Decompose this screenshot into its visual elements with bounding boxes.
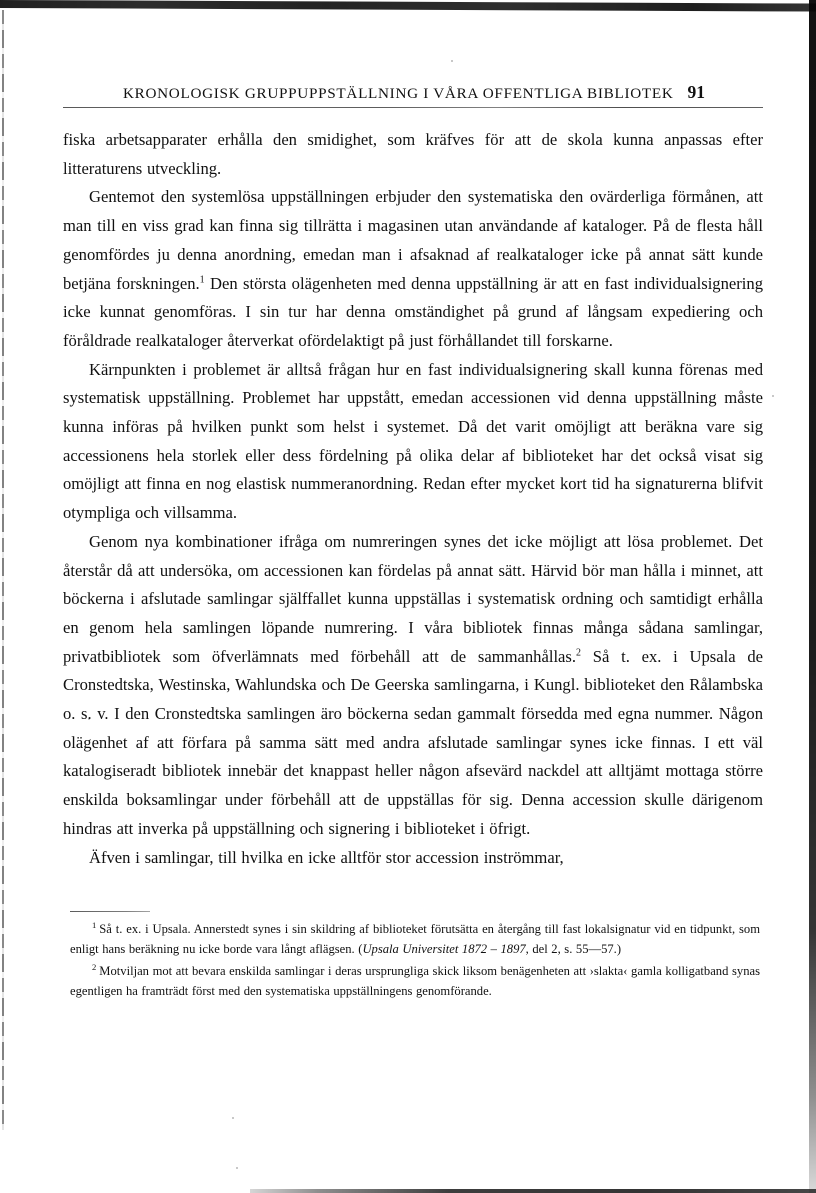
scan-speck (772, 395, 774, 397)
paragraph-text: fiska arbetsapparater erhålla den smidighet, som kräfves för att de skola kunna anpassas efter litteraturens utveckling. (63, 130, 763, 178)
footnotes-block (70, 920, 760, 1004)
body-paragraph (63, 126, 763, 183)
paragraph-text: Äfven i samlingar, till hvilka en icke alltför stor accession inströmmar, (89, 847, 564, 867)
body-paragraph (63, 183, 763, 355)
footnote (70, 962, 760, 1001)
footnote-text: Så t. ex. i Upsala. Annerstedt synes i sin skildring af biblioteket förutsätta en återgång till fast lokalsignatur vid en tidpunkt, som enligt hans beräkning nu icke borde vara långt aflägsen. ( (70, 922, 760, 956)
running-head (63, 82, 765, 103)
footnote-text: Motviljan mot att bevara enskilda samlingar i deras ursprungliga skick liksom benägenheten att ›slakta‹ gamla kolligatband synas egentligen ha framträdt först med den systematiska uppställningens genomförande. (70, 964, 760, 998)
scan-artifact-top-band (0, 0, 816, 12)
footnote-number: 1 (92, 919, 97, 930)
header-rule (63, 107, 763, 108)
paragraph-text: Gentemot den systemlösa uppställningen erbjuder den systematiska den ovärderliga förmånen, att man till en viss grad kan finna sig tillrätta i magasinen utan användande af kataloger. På de flesta håll genomfördes ju denna anordning, emedan man i afsaknad af realkataloger icke på annat sätt kunde betjäna forskningen. (63, 187, 763, 293)
body-paragraph (63, 844, 763, 873)
footnote-separator-rule (70, 911, 150, 912)
page-number: 91 (687, 82, 706, 102)
running-head-title: KRONOLOGISK GRUPPUPPSTÄLLNING I VÅRA OFFENTLIGA BIBLIOTEK (122, 85, 674, 102)
scan-speck (451, 60, 453, 62)
paragraph-text: Så t. ex. i Upsala de Cronstedtska, Westinska, Wahlundska och De Geerska samlingarna, i Kungl. biblioteket den Rålambska o. s. v. I den Cronstedtska samlingen äro böckerna sedan gammalt försedda med egna nummer. Någon olägenhet af att förfara på samma sätt med andra afslutade samlingar synes icke finnas. I ett väl katalogiseradt bibliotek innebär det knappast heller någon afsevärd nackdel att alltjämt mottaga större enskilda boksamlingar under förbehåll att de uppställas för sig. Denna accession skulle därigenom hindras att inverka på uppställning och signering i biblioteket i öfrigt. (63, 646, 763, 838)
footnote-text: , del 2, s. 55—57.) (525, 941, 622, 956)
paragraph-text: Den största olägenheten med denna uppställning är att en fast individualsignering icke kunnat genomföras. I sin tur har denna omständighet på grund af långsam expediering och föråldrade realkataloger återverkat ofördelaktigt på just förhållandet till forskarne. (63, 273, 763, 350)
paragraph-text: Kärnpunkten i problemet är alltså frågan hur en fast individualsignering skall kunna förenas med systematisk uppställning. Problemet har uppstått, emedan accessionen vid denna uppställning måste kunna införas på hvilken punkt som helst i systemet. Då det varit omöjligt att beräkna vare sig accessionens hela storlek eller dess fördelning på olika delar af biblioteket har det också visat sig omöjligt att finna en nog elastisk nummeranordning. Redan efter mycket kort tid ha signaturerna blifvit otympliga och villsamma. (63, 359, 763, 523)
footnote-reference-marker[interactable]: 1 (199, 273, 205, 285)
scan-artifact-left-edge (2, 10, 4, 1130)
scan-artifact-bottom-band (250, 1189, 816, 1193)
body-paragraph (63, 356, 763, 528)
footnote-number: 2 (92, 962, 97, 972)
footnote (70, 920, 760, 959)
scan-artifact-right-edge (809, 0, 816, 1193)
paragraph-text: Genom nya kombinationer ifråga om numreringen synes det icke möjligt att lösa problemet. Det återstår då att undersöka, om accessionen kan fördelas på annat sätt. Härvid bör man hålla i minnet, att böckerna i afslutade samlingar själffallet kunna uppställas i systematisk ordning och samtidigt erhålla en genom hela samlingen löpande numrering. I våra bibliotek finnas många sådana samlingar, privatbibliotek som öfverlämnats med förbehåll att de sammanhållas. (63, 531, 763, 666)
body-paragraph (63, 528, 763, 844)
body-text-block (63, 126, 763, 872)
scan-speck (236, 1167, 238, 1169)
footnote-reference-marker[interactable]: 2 (576, 647, 582, 659)
footnote-cited-title: Upsala Universitet 1872 – 1897 (362, 941, 526, 956)
scan-speck (232, 1117, 234, 1119)
